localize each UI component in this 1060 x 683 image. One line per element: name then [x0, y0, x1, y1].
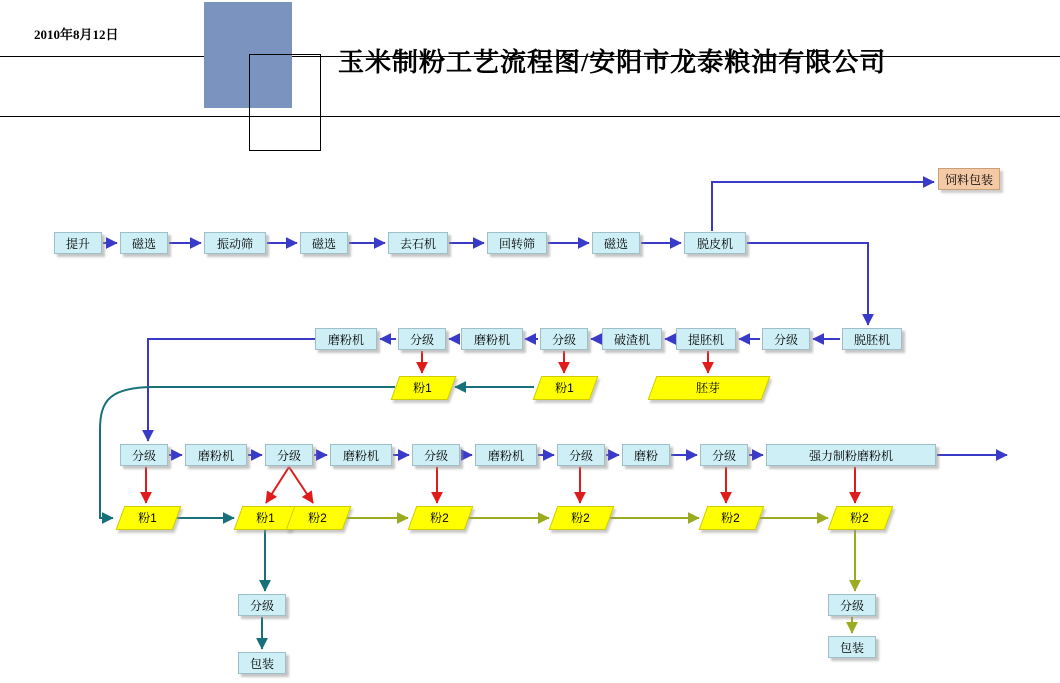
page-title: 玉米制粉工艺流程图/安阳市龙泰粮油有限公司 — [338, 48, 887, 77]
node-row3-7[interactable]: 磨粉 — [622, 444, 670, 466]
node-row3-6[interactable]: 分级 — [557, 444, 605, 466]
node-row3-3[interactable]: 磨粉机 — [330, 444, 392, 466]
node-bottom-right-grading[interactable]: 分级 — [828, 594, 876, 616]
node-bottom-left-packaging[interactable]: 包装 — [238, 652, 286, 674]
node-row1-5[interactable]: 回转筛 — [487, 232, 547, 254]
node-row2-6[interactable]: 分级 — [762, 328, 810, 350]
product-row3-5[interactable]: 粉2 — [703, 506, 758, 528]
node-row1-4[interactable]: 去石机 — [388, 232, 448, 254]
node-feed-packaging[interactable]: 饲料包装 — [938, 168, 1000, 190]
node-row2-1[interactable]: 分级 — [398, 328, 446, 350]
node-row2-7-degerminator[interactable]: 脱胚机 — [842, 328, 902, 350]
header-rule-bottom — [0, 116, 1060, 117]
node-row3-8[interactable]: 分级 — [700, 444, 748, 466]
product-row3-3[interactable]: 粉2 — [412, 506, 467, 528]
node-row1-0[interactable]: 提升 — [54, 232, 102, 254]
node-row1-1[interactable]: 磁选 — [120, 232, 168, 254]
node-row3-0[interactable]: 分级 — [120, 444, 168, 466]
node-row1-7-dehuller[interactable]: 脱皮机 — [684, 232, 746, 254]
node-row3-5[interactable]: 磨粉机 — [475, 444, 537, 466]
node-row2-0[interactable]: 磨粉机 — [315, 328, 377, 350]
node-row2-2[interactable]: 磨粉机 — [461, 328, 523, 350]
product-row2-2-germ[interactable]: 胚芽 — [652, 376, 764, 398]
product-row2-0[interactable]: 粉1 — [395, 376, 450, 398]
node-bottom-left-grading[interactable]: 分级 — [238, 594, 286, 616]
node-row1-3[interactable]: 磁选 — [300, 232, 348, 254]
node-bottom-right-packaging[interactable]: 包装 — [828, 636, 876, 658]
product-row3-2[interactable]: 粉2 — [290, 506, 345, 528]
product-row3-0[interactable]: 粉1 — [120, 506, 175, 528]
product-row2-1[interactable]: 粉1 — [537, 376, 592, 398]
node-row3-9-high-power-mill[interactable]: 强力制粉磨粉机 — [766, 444, 936, 466]
node-row2-4[interactable]: 破渣机 — [602, 328, 662, 350]
node-row2-3[interactable]: 分级 — [540, 328, 588, 350]
node-row3-2[interactable]: 分级 — [265, 444, 313, 466]
decorative-outline-square — [249, 54, 321, 151]
node-row3-1[interactable]: 磨粉机 — [185, 444, 247, 466]
node-row2-5[interactable]: 提胚机 — [676, 328, 736, 350]
node-row1-2[interactable]: 振动筛 — [204, 232, 266, 254]
date-label: 2010年8月12日 — [34, 27, 119, 42]
node-row1-6[interactable]: 磁选 — [592, 232, 640, 254]
product-row3-1[interactable]: 粉1 — [238, 506, 293, 528]
product-row3-4[interactable]: 粉2 — [553, 506, 608, 528]
product-row3-6[interactable]: 粉2 — [832, 506, 887, 528]
node-row3-4[interactable]: 分级 — [412, 444, 460, 466]
